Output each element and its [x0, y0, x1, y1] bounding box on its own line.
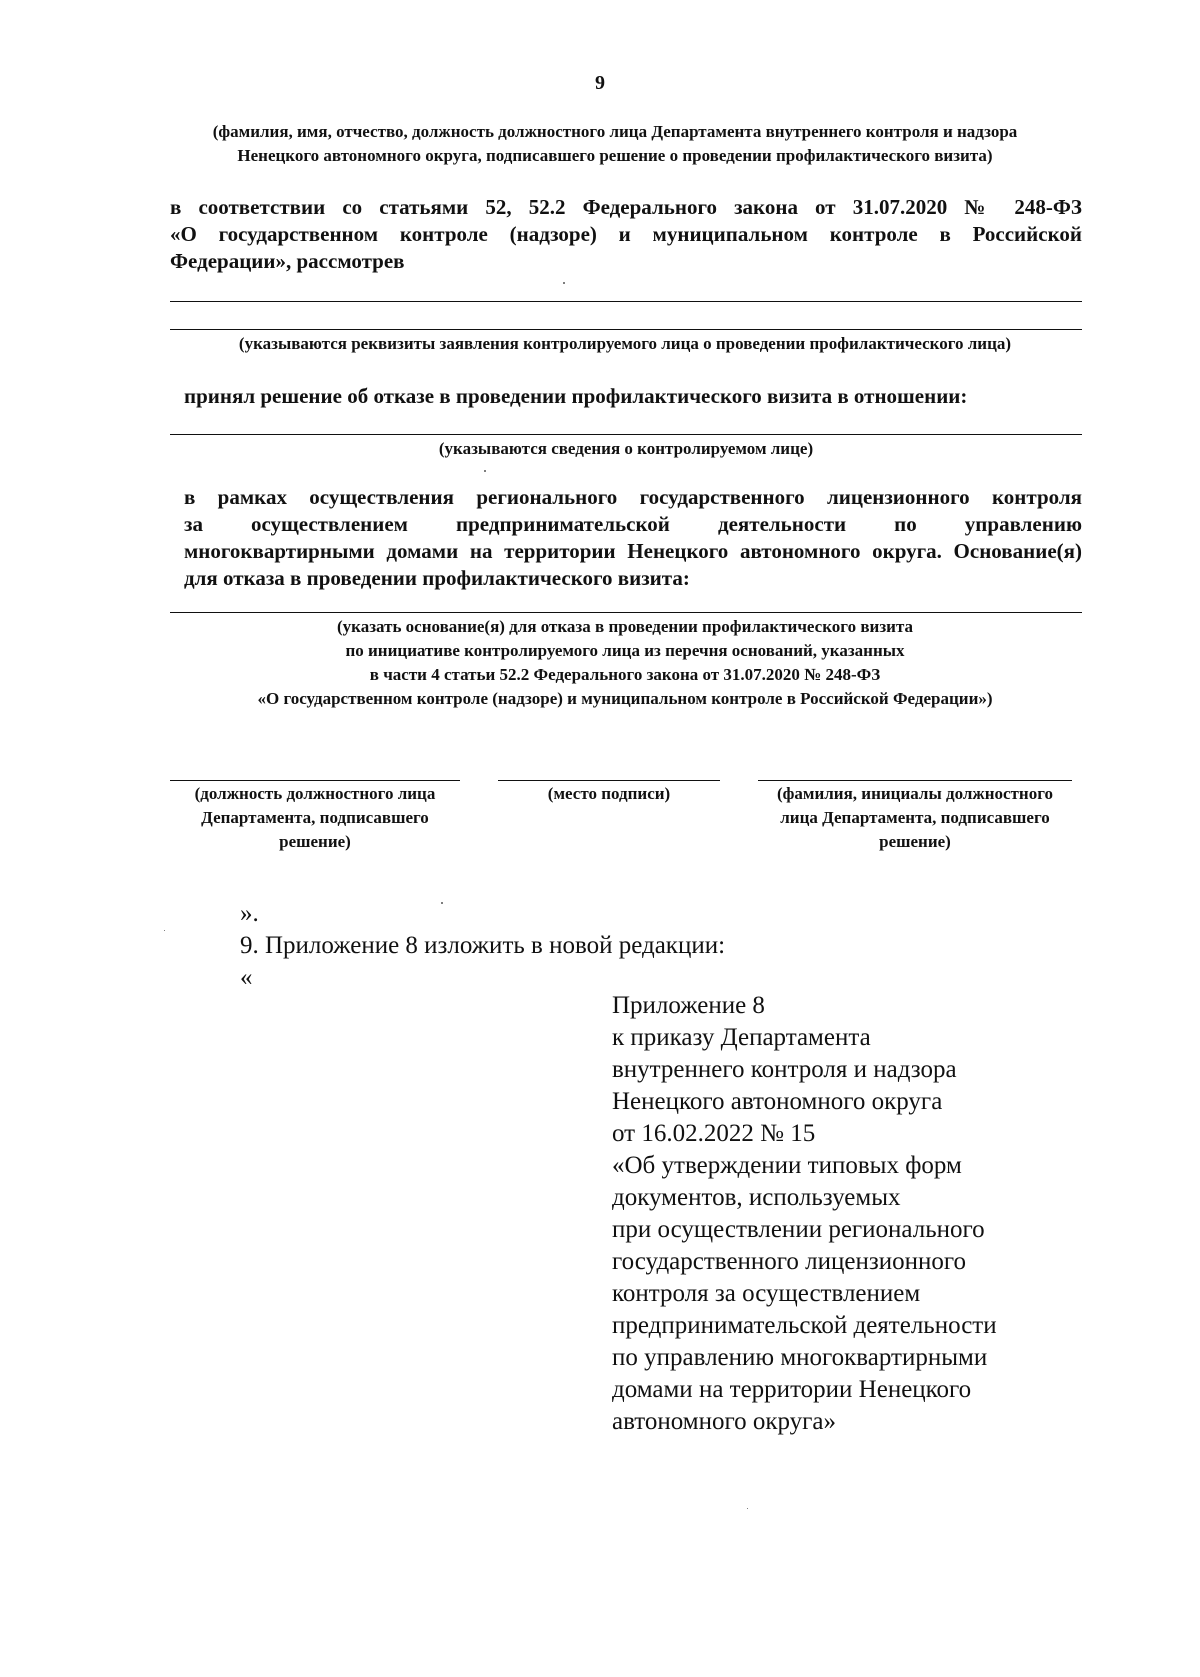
name-caption — [752, 782, 1078, 854]
grounds-caption — [150, 615, 1100, 711]
appendix-heading-line: внутреннего контроля и надзора — [612, 1056, 957, 1083]
appendix-heading-line: документов, используемых — [612, 1184, 901, 1211]
closing-quote: ». — [240, 900, 259, 927]
position-caption — [170, 782, 460, 854]
scan-speck — [164, 930, 165, 931]
page-number: 9 — [595, 72, 605, 94]
grounds-blank-line — [170, 612, 1082, 613]
scope-line-1: в рамках осуществления регионального государственного лицензионного контроля — [184, 485, 1082, 509]
official-name-caption-line-2: Ненецкого автономного округа, подписавшего решение о проведении профилактического визита) — [237, 146, 993, 165]
official-name-caption — [150, 120, 1080, 168]
controlled-person-blank-line — [170, 434, 1082, 435]
opening-quote: « — [240, 964, 253, 991]
place-signature-line — [498, 780, 720, 781]
decision-text: принял решение об отказе в проведении профилактического визита в отношении: — [184, 384, 968, 408]
official-name-caption-line-1: (фамилия, имя, отчество, должность должностного лица Департамента внутреннего контроля и надзора — [212, 122, 1018, 141]
name-caption-line-3: решение) — [879, 832, 951, 851]
appendix-heading-block — [612, 990, 1082, 1438]
scan-speck — [747, 1508, 748, 1509]
controlled-person-caption: (указываются сведения о контролируемом лице) — [438, 439, 814, 458]
appendix-heading-line: домами на территории Ненецкого — [612, 1376, 972, 1403]
requisites-caption: (указываются реквизиты заявления контролируемого лица о проведении профилактического лица) — [238, 334, 1012, 353]
scope-line-3: многоквартирными домами на территории Ненецкого автономного округа. Основание(я) — [184, 539, 1082, 563]
appendix-heading-line: при осуществлении регионального — [612, 1216, 985, 1243]
appendix-heading-line: Ненецкого автономного округа — [612, 1088, 943, 1115]
appendix-heading-line: по управлению многоквартирными — [612, 1344, 988, 1371]
intro-line-3: Федерации», рассмотрев — [170, 249, 405, 273]
requisites-blank-line-2 — [170, 329, 1082, 330]
appendix-heading-line: Приложение 8 — [612, 992, 765, 1019]
scope-line-2: за осуществлением предпринимательской деятельности по управлению — [184, 512, 1082, 536]
item-9-text: 9. Приложение 8 изложить в новой редакции: — [240, 932, 726, 959]
intro-line-1: в соответствии со статьями 52, 52.2 Федерального закона от 31.07.2020 № 248-ФЗ — [170, 195, 1082, 219]
scope-line-4: для отказа в проведении профилактического визита: — [184, 566, 690, 590]
appendix-heading-line: от 16.02.2022 № 15 — [612, 1120, 816, 1147]
appendix-heading-line: предпринимательской деятельности — [612, 1312, 997, 1339]
grounds-caption-line-1: (указать основание(я) для отказа в проведении профилактического визита — [337, 617, 913, 636]
intro-paragraph — [170, 194, 1082, 275]
appendix-heading-line: государственного лицензионного — [612, 1248, 967, 1275]
name-caption-line-1: (фамилия, инициалы должностного — [776, 784, 1054, 803]
grounds-caption-line-2: по инициативе контролируемого лица из перечня оснований, указанных — [345, 641, 905, 660]
name-caption-line-2: лица Департамента, подписавшего — [780, 808, 1050, 827]
scan-speck — [484, 470, 486, 472]
name-signature-line — [758, 780, 1072, 781]
intro-line-2: «О государственном контроле (надзоре) и муниципальном контроле в Российской — [170, 222, 1082, 246]
scope-paragraph — [184, 484, 1082, 592]
position-signature-line — [170, 780, 460, 781]
grounds-caption-line-4: «О государственном контроле (надзоре) и муниципальном контроле в Российской Федерации») — [257, 689, 993, 708]
scan-speck — [563, 282, 565, 284]
position-caption-line-2: Департамента, подписавшего — [201, 808, 429, 827]
grounds-caption-line-3: в части 4 статьи 52.2 Федерального закона от 31.07.2020 № 248-ФЗ — [369, 665, 881, 684]
scan-speck — [441, 902, 443, 904]
appendix-heading-line: к приказу Департамента — [612, 1024, 871, 1051]
position-caption-line-1: (должность должностного лица — [194, 784, 436, 803]
requisites-blank-line-1 — [170, 301, 1082, 302]
appendix-heading-line: «Об утверждении типовых форм — [612, 1152, 962, 1179]
place-caption: (место подписи) — [547, 784, 671, 803]
position-caption-line-3: решение) — [279, 832, 351, 851]
appendix-heading-line: контроля за осуществлением — [612, 1280, 921, 1307]
appendix-heading-line: автономного округа» — [612, 1408, 837, 1435]
